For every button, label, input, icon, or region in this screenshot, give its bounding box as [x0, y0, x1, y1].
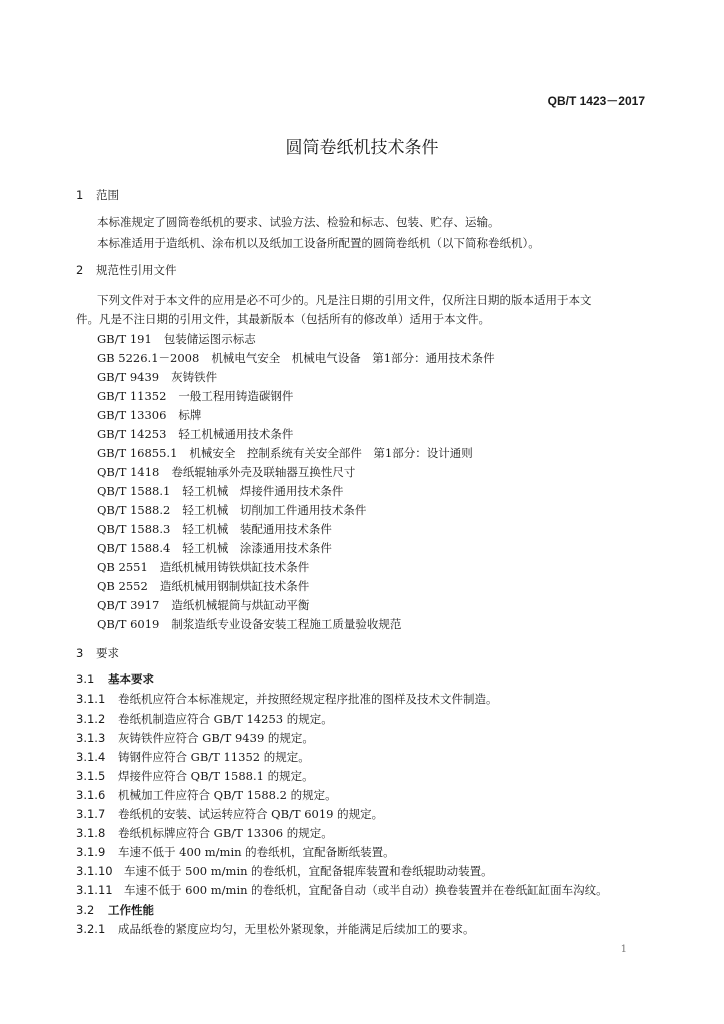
- reference-code: GB/T 11352: [97, 389, 167, 403]
- clause-number: 3.1.8: [76, 826, 106, 840]
- reference-name: 轻工机械 装配通用技术条件: [182, 522, 332, 536]
- reference-name: 制浆造纸专业设备安装工程施工质量验收规范: [171, 617, 402, 631]
- clause-text: 机械加工件应符合 QB/T 1588.2 的规定。: [118, 788, 337, 802]
- reference-code: QB 2552: [97, 579, 148, 593]
- reference-code: QB/T 1418: [97, 465, 160, 479]
- paragraph: 本标准规定了圆筒卷纸机的要求、试验方法、检验和标志、包装、贮存、运输。: [97, 215, 500, 229]
- reference-name: 轻工机械 涂漆通用技术条件: [182, 541, 332, 555]
- reference-code: QB/T 1588.2: [97, 503, 171, 517]
- section-title: 规范性引用文件: [96, 263, 177, 277]
- clause: [76, 844, 395, 860]
- clause-text: 铸钢件应符合 GB/T 11352 的规定。: [118, 750, 310, 764]
- reference-item: [97, 521, 332, 537]
- subsection-title: 基本要求: [108, 672, 154, 686]
- subsection-number: 3.2: [76, 903, 95, 917]
- section-title: 范围: [96, 188, 119, 202]
- reference-name: 卷纸辊轴承外壳及联轴器互换性尺寸: [171, 465, 356, 479]
- section-3-heading: [76, 645, 119, 661]
- reference-name: 机械安全 控制系统有关安全部件 第1部分：设计通则: [189, 446, 473, 460]
- reference-name: 包装储运图示标志: [163, 332, 256, 346]
- page-number: 1: [620, 944, 627, 955]
- clause: [76, 882, 608, 898]
- clause-text: 焊接件应符合 QB/T 1588.1 的规定。: [118, 769, 314, 783]
- reference-name: 灰铸铁件: [171, 370, 218, 384]
- section-number: 2: [76, 263, 84, 277]
- clause-text: 成品纸卷的紧度应均匀，无里松外紧现象，并能满足后续加工的要求。: [118, 922, 475, 936]
- reference-name: 一般工程用铸造碳钢件: [178, 389, 294, 403]
- clause-number: 3.1.5: [76, 769, 106, 783]
- reference-item: [97, 597, 309, 613]
- reference-item: [97, 350, 495, 366]
- clause-text: 卷纸机标牌应符合 GB/T 13306 的规定。: [118, 826, 333, 840]
- standard-code: QB/T 1423－2017: [547, 94, 645, 108]
- reference-item: [97, 369, 217, 385]
- reference-item: [97, 464, 355, 480]
- reference-code: GB/T 9439: [97, 370, 160, 384]
- clause: [76, 730, 314, 746]
- clause-number: 3.1.10: [76, 864, 113, 878]
- reference-item: [97, 578, 309, 594]
- clause: [76, 825, 333, 841]
- clause-number: 3.1.1: [76, 692, 106, 706]
- reference-item: [97, 331, 256, 347]
- document-title: 圆筒卷纸机技术条件: [285, 138, 439, 158]
- subsection-number: 3.1: [76, 672, 95, 686]
- clause-text: 卷纸机制造应符合 GB/T 14253 的规定。: [118, 712, 333, 726]
- section-title: 要求: [96, 646, 119, 660]
- reference-name: 机械电气安全 机械电气设备 第1部分：通用技术条件: [211, 351, 495, 365]
- section-1-heading: [76, 187, 119, 203]
- reference-name: 轻工机械 焊接件通用技术条件: [182, 484, 344, 498]
- clause-text: 灰铸铁件应符合 GB/T 9439 的规定。: [118, 731, 314, 745]
- section-number: 1: [76, 188, 84, 202]
- clause-text: 卷纸机应符合本标准规定，并按照经规定程序批准的图样及技术文件制造。: [118, 692, 498, 706]
- clause: [76, 691, 498, 707]
- paragraph: 本标准适用于造纸机、涂布机以及纸加工设备所配置的圆筒卷纸机（以下简称卷纸机）。: [97, 236, 540, 250]
- paragraph: 件。凡是不注日期的引用文件，其最新版本（包括所有的修改单）适用于本文件。: [76, 312, 490, 326]
- reference-code: QB/T 1588.4: [97, 541, 171, 555]
- reference-item: [97, 426, 293, 442]
- clause-number: 3.1.3: [76, 731, 106, 745]
- clause-number: 3.1.9: [76, 845, 106, 859]
- clause-text: 车速不低于 600 m/min 的卷纸机，宜配备自动（或半自动）换卷装置并在卷纸缸缸面车沟纹。: [124, 883, 608, 897]
- clause: [76, 787, 337, 803]
- reference-code: QB/T 6019: [97, 617, 160, 631]
- clause: [76, 749, 310, 765]
- clause: [76, 711, 333, 727]
- clause-number: 3.1.4: [76, 750, 106, 764]
- reference-item: [97, 540, 332, 556]
- reference-item: [97, 407, 201, 423]
- clause: [76, 806, 383, 822]
- subsection-3-2-heading: [76, 902, 154, 918]
- reference-item: [97, 502, 366, 518]
- reference-code: GB 5226.1－2008: [97, 351, 200, 365]
- clause: [76, 768, 314, 784]
- subsection-3-1-heading: [76, 671, 154, 687]
- reference-code: QB/T 1588.3: [97, 522, 171, 536]
- reference-code: QB/T 3917: [97, 598, 160, 612]
- reference-code: GB/T 191: [97, 332, 152, 346]
- reference-name: 造纸机械用铸铁烘缸技术条件: [159, 560, 310, 574]
- clause: [76, 921, 475, 937]
- clause-number: 3.1.7: [76, 807, 106, 821]
- clause-text: 车速不低于 400 m/min 的卷纸机，宜配备断纸装置。: [118, 845, 395, 859]
- reference-name: 造纸机械用钢制烘缸技术条件: [159, 579, 310, 593]
- reference-item: [97, 483, 343, 499]
- reference-name: 轻工机械通用技术条件: [178, 427, 294, 441]
- clause-text: 车速不低于 500 m/min 的卷纸机，宜配备辊库装置和卷纸辊助动装置。: [124, 864, 493, 878]
- reference-item: [97, 616, 401, 632]
- reference-item: [97, 445, 473, 461]
- reference-code: GB/T 16855.1: [97, 446, 178, 460]
- reference-item: [97, 559, 309, 575]
- reference-name: 轻工机械 切削加工件通用技术条件: [182, 503, 367, 517]
- clause-number: 3.1.2: [76, 712, 106, 726]
- section-number: 3: [76, 646, 84, 660]
- clause-number: 3.2.1: [76, 922, 106, 936]
- reference-code: QB 2551: [97, 560, 148, 574]
- clause-number: 3.1.6: [76, 788, 106, 802]
- reference-code: GB/T 14253: [97, 427, 167, 441]
- paragraph: 下列文件对于本文件的应用是必不可少的。凡是注日期的引用文件，仅所注日期的版本适用于本文: [97, 293, 592, 307]
- reference-name: 标牌: [178, 408, 202, 422]
- reference-item: [97, 388, 293, 404]
- reference-code: GB/T 13306: [97, 408, 167, 422]
- section-2-heading: [76, 262, 177, 278]
- clause-text: 卷纸机的安装、试运转应符合 QB/T 6019 的规定。: [118, 807, 384, 821]
- reference-name: 造纸机械辊筒与烘缸动平衡: [171, 598, 310, 612]
- reference-code: QB/T 1588.1: [97, 484, 171, 498]
- clause: [76, 863, 493, 879]
- clause-number: 3.1.11: [76, 883, 113, 897]
- subsection-title: 工作性能: [108, 903, 154, 917]
